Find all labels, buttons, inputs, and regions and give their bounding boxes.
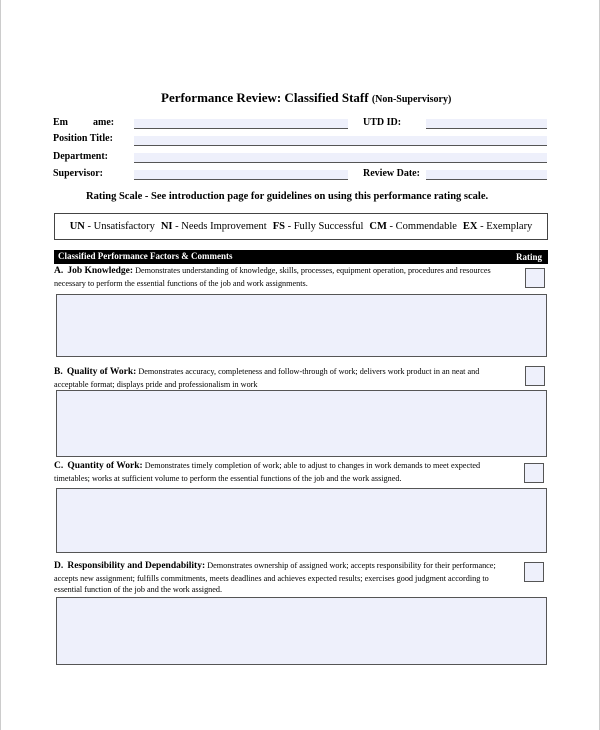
department-label: Department: bbox=[53, 151, 108, 162]
comment-box-a[interactable] bbox=[56, 294, 547, 357]
factors-header: Classified Performance Factors & Comments bbox=[58, 251, 233, 261]
utd-id-label: UTD ID: bbox=[363, 117, 402, 128]
rating-box-a[interactable] bbox=[525, 268, 545, 288]
rating-scale-note: Rating Scale - See introduction page for guidelines on using this performance rating scale. bbox=[86, 191, 489, 202]
review-date-label: Review Date: bbox=[363, 168, 420, 179]
rating-header: Rating bbox=[515, 252, 542, 262]
title-sub: (Non-Supervisory) bbox=[371, 94, 452, 105]
scale-ex: EX - Exemplary bbox=[462, 221, 533, 232]
comment-box-b[interactable] bbox=[56, 390, 547, 457]
form-title bbox=[161, 90, 451, 106]
title-main: Performance Review: Classified Staff bbox=[161, 90, 369, 105]
supervisor-label: Supervisor: bbox=[53, 168, 103, 179]
position-title-label: Position Title: bbox=[53, 133, 113, 144]
scale-un: UN - Unsatisfactory bbox=[69, 221, 155, 232]
comment-box-d[interactable] bbox=[56, 597, 547, 665]
factor-b: B. Quality of Work: Demonstrates accuracy, completeness and follow-through of work; delivers work product in an neat and acceptable format; displays pride and professionalism in work bbox=[54, 367, 480, 389]
review-date-field[interactable] bbox=[426, 170, 547, 180]
utd-id-field[interactable] bbox=[426, 119, 547, 129]
employee-name-label: Em ame: bbox=[53, 117, 115, 128]
employee-name-field[interactable] bbox=[134, 119, 348, 129]
rating-scale-legend bbox=[54, 213, 548, 240]
scale-fs: FS - Fully Successful bbox=[272, 221, 364, 232]
rating-box-d[interactable] bbox=[524, 562, 544, 582]
factor-d: D. Responsibility and Dependability: Demonstrates ownership of assigned work; accepts responsibility for their performance; accepts new assignment; fulfills commitments, meets deadlines and achieves expected results; exercises good judgment according to essential function of the job and the work assigned. bbox=[54, 561, 496, 594]
factor-a: A. Job Knowledge: Demonstrates understanding of knowledge, skills, processes, equipment operation, procedures and resources necessary to perform the essential functions of the job and work assignments. bbox=[54, 266, 491, 288]
comment-box-c[interactable] bbox=[56, 488, 547, 553]
rating-box-c[interactable] bbox=[524, 463, 544, 483]
position-title-field[interactable] bbox=[134, 136, 547, 146]
department-field[interactable] bbox=[134, 153, 547, 163]
scale-ni: NI - Needs Improvement bbox=[160, 221, 267, 232]
supervisor-field[interactable] bbox=[134, 170, 348, 180]
rating-box-b[interactable] bbox=[525, 366, 545, 386]
table-header bbox=[54, 250, 548, 264]
scale-cm: CM - Commendable bbox=[369, 221, 457, 232]
factor-c: C. Quantity of Work: Demonstrates timely completion of work; able to adjust to changes in work demands to meet expected timetables; works at sufficient volume to perform the essential functions of the job and the work assigned. bbox=[54, 461, 481, 483]
